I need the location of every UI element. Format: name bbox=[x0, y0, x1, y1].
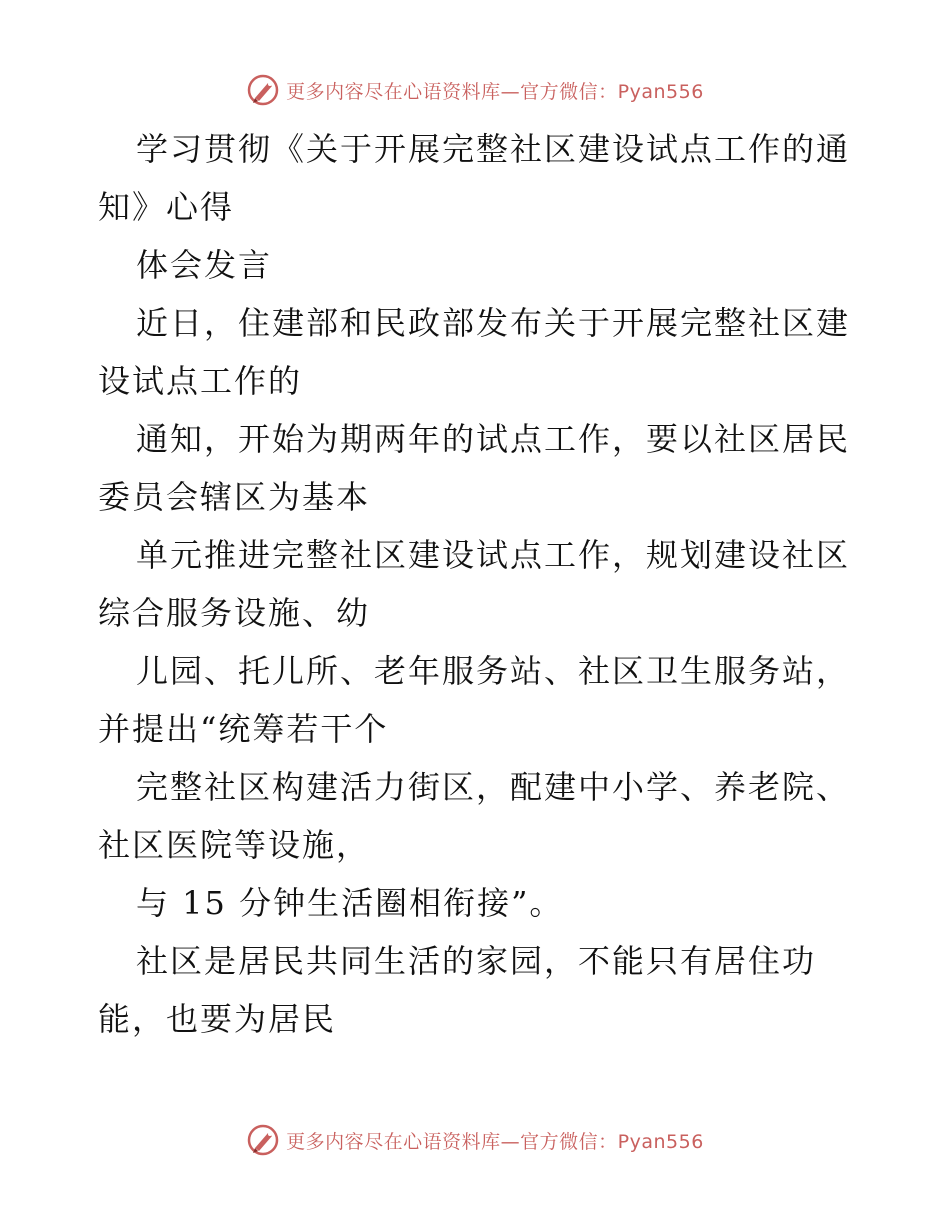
paragraph: 单元推进完整社区建设试点工作，规划建设社区综合服务设施、幼 bbox=[98, 536, 851, 632]
paragraph: 完整社区构建活力街区，配建中小学、养老院、社区医院等设施， bbox=[98, 768, 851, 864]
footer-watermark bbox=[0, 1122, 950, 1158]
watermark-text: 更多内容尽在心语资料库—官方微信：Pyan556 bbox=[286, 80, 704, 103]
paragraph-title: 学习贯彻《关于开展完整社区建设试点工作的通知》心得 bbox=[98, 130, 851, 226]
pen-logo-icon bbox=[246, 73, 280, 107]
document-body bbox=[98, 120, 858, 1048]
paragraph: 通知，开始为期两年的试点工作，要以社区居民委员会辖区为基本 bbox=[98, 420, 851, 516]
pen-logo-icon bbox=[246, 1123, 280, 1157]
paragraph: 近日，住建部和民政部发布关于开展完整社区建设试点工作的 bbox=[98, 304, 851, 400]
paragraph: 与 15 分钟生活圈相衔接”。 bbox=[136, 884, 564, 922]
paragraph: 社区是居民共同生活的家园，不能只有居住功能，也要为居民 bbox=[98, 942, 817, 1038]
watermark-text: 更多内容尽在心语资料库—官方微信：Pyan556 bbox=[286, 1130, 704, 1153]
header-watermark bbox=[0, 72, 950, 108]
paragraph-subtitle: 体会发言 bbox=[136, 246, 273, 284]
paragraph: 儿园、托儿所、老年服务站、社区卫生服务站，并提出“统筹若干个 bbox=[98, 652, 851, 748]
